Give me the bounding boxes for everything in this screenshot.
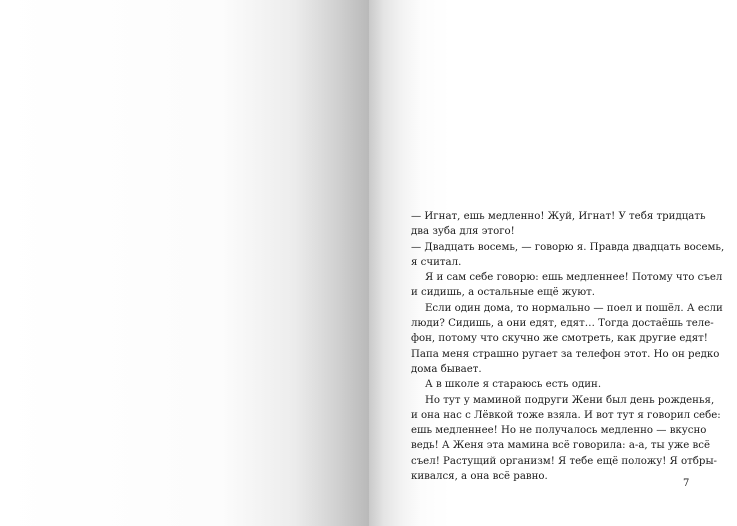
text-line: ведь! А Женя эта мамина всё говорила: а-а, ты уже всё <box>411 440 710 452</box>
page-number: 7 <box>683 478 690 489</box>
text-line: — Игнат, ешь медленно! Жуй, Игнат! У тебя тридцать <box>411 211 706 222</box>
text-line: ешь медленнее! Но не получалось медленно — вкусно <box>411 425 707 437</box>
text-line: — Двадцать восемь, — говорю я. Правда двадцать восемь, <box>411 241 725 253</box>
text-line: и она нас с Лёвкой тоже взяла. И вот тут я говорил себе: <box>411 409 721 421</box>
text-line: Но тут у маминой подруги Жени был день рожденья, <box>425 394 715 406</box>
page-text <box>411 209 725 484</box>
text-line: дома бывает. <box>411 363 482 375</box>
text-line: я считал. <box>411 256 462 268</box>
text-line: и сидишь, а остальные ещё жуют. <box>411 287 596 299</box>
text-line: Папа меня страшно ругает за телефон этот. Но он редко <box>411 348 720 360</box>
text-line: кивался, а она всё равно. <box>411 471 548 483</box>
text-line: люди? Сидишь, а они едят, едят… Тогда достаёшь теле- <box>411 318 714 330</box>
text-line: А в школе я стараюсь есть один. <box>425 379 602 391</box>
text-line: съел! Растущий организм! Я тебе ещё положу! Я отбры- <box>411 455 717 467</box>
text-line: Если один дома, то нормально — поел и пошёл. А если <box>425 302 723 314</box>
text-line: Я и сам себе говорю: ешь медленнее! Потому что съел <box>425 272 723 284</box>
text-line: фон, потому что скучно же смотреть, как другие едят! <box>411 333 708 345</box>
text-line: два зуба для этого! <box>411 226 515 238</box>
